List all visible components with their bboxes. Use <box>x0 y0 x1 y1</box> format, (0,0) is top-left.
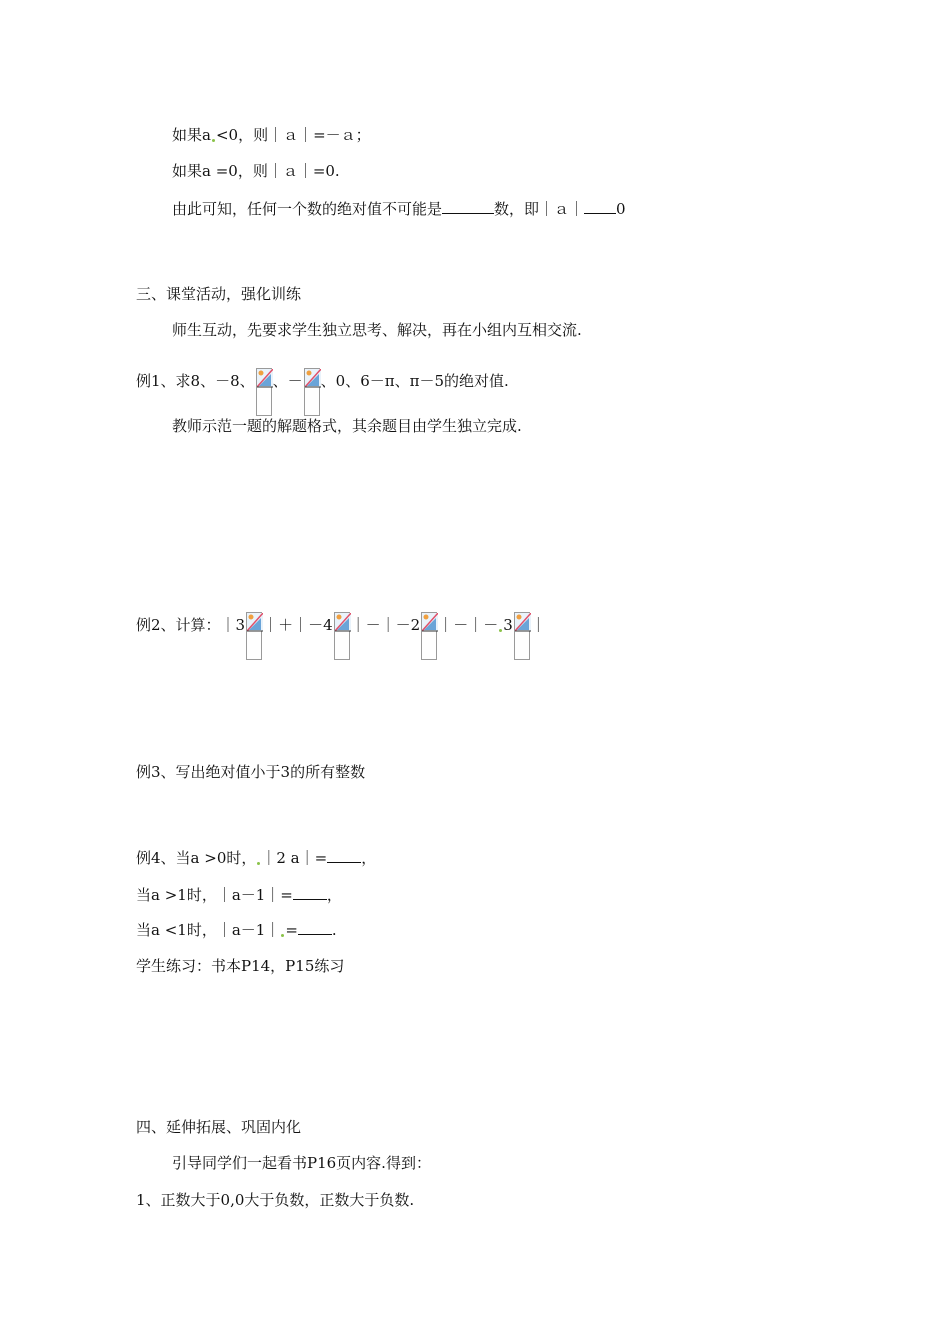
text-fragment: ， <box>326 886 342 904</box>
example-4-line-2 <box>136 885 342 905</box>
example-3: 例3、写出绝对值小于3的所有整数 <box>136 763 366 781</box>
text-fragment: 0 <box>616 200 626 218</box>
paragraph-guide: 引导同学们一起看书P16页内容.得到： <box>172 1154 431 1172</box>
broken-image-icon <box>334 612 350 660</box>
line-if-zero: 如果a =0，则｜ａ｜=0. <box>172 162 340 180</box>
answer-blank[interactable] <box>327 848 361 863</box>
section-heading-4: 四、延伸拓展、巩固内化 <box>136 1118 302 1136</box>
text-fragment: 当a >1时，｜a－1｜= <box>136 886 293 904</box>
dot-mark <box>281 934 284 937</box>
text-fragment: ｜－｜－ <box>438 616 499 634</box>
line-conclusion <box>172 199 626 219</box>
broken-image-icon <box>514 612 530 660</box>
broken-image-icon <box>304 368 320 416</box>
student-practice: 学生练习：书本P14，P15练习 <box>136 957 345 975</box>
paragraph-interaction: 师生互动，先要求学生独立思考、解决，再在小组内互相交流. <box>172 321 582 339</box>
text-fragment: 、－ <box>272 372 303 390</box>
example-2 <box>136 612 546 660</box>
text-fragment: ｜ <box>530 616 546 634</box>
example-4-line-1 <box>136 848 376 868</box>
text-fragment: 、0、6－π、π－5的绝对值. <box>320 372 509 390</box>
section-heading-3: 三、课堂活动，强化训练 <box>136 285 302 303</box>
list-item-1: 1、正数大于0,0大于负数，正数大于负数. <box>136 1191 415 1209</box>
text-fragment: <0，则｜ａ｜=－ａ； <box>215 126 371 144</box>
broken-image-icon <box>421 612 437 660</box>
dot-mark <box>212 139 215 142</box>
text-fragment: ， <box>361 849 377 867</box>
text-fragment: 当a <1时，｜a－1｜ <box>136 921 281 939</box>
text-fragment: 3 <box>503 616 513 634</box>
text-fragment: 例1、求8、－8、 <box>136 372 255 390</box>
broken-image-icon <box>246 612 262 660</box>
answer-blank[interactable] <box>442 199 494 214</box>
dot-mark <box>499 629 502 632</box>
paragraph-teacher-demo: 教师示范一题的解题格式，其余题目由学生独立完成. <box>172 417 522 435</box>
dot-mark <box>257 862 260 865</box>
text-fragment: ｜－｜－2 <box>350 616 421 634</box>
answer-blank[interactable] <box>298 920 332 935</box>
text-fragment: 数，即｜ａ｜ <box>494 200 585 218</box>
text-fragment: 例2、计算：｜3 <box>136 616 246 634</box>
text-fragment: 如果a <box>172 126 211 144</box>
text-fragment: 例4、当a >0时， <box>136 849 257 867</box>
text-fragment: ｜2 a｜= <box>261 849 328 867</box>
text-fragment: 由此可知，任何一个数的绝对值不可能是 <box>172 200 443 218</box>
answer-blank[interactable] <box>293 885 327 900</box>
example-4-line-3 <box>136 920 337 940</box>
broken-image-icon <box>256 368 272 416</box>
text-fragment: . <box>331 921 337 939</box>
text-fragment: ｜＋｜－4 <box>263 616 333 634</box>
text-fragment: = <box>285 921 298 939</box>
answer-blank[interactable] <box>584 199 616 214</box>
line-if-negative <box>172 125 371 145</box>
example-1 <box>136 368 509 416</box>
